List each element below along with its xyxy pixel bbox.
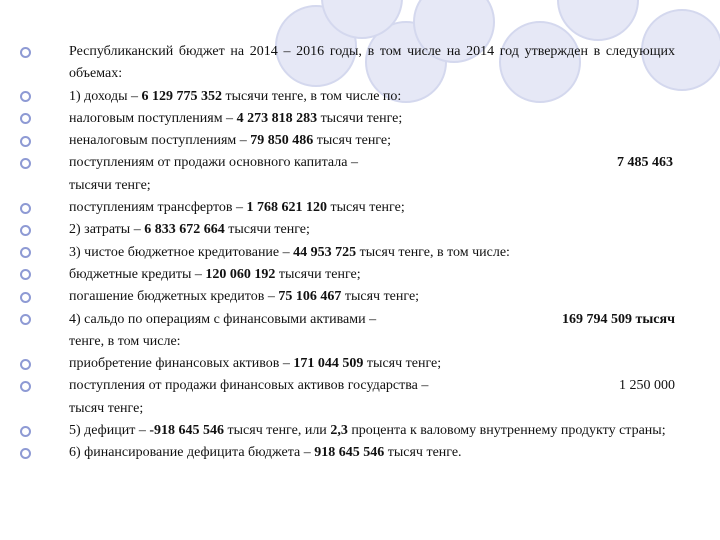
list-item [20,309,675,354]
item-value: 1 768 621 120 [246,200,327,216]
bullet-icon [20,292,31,303]
item-label: бюджетные кредиты – [69,266,206,282]
item-row [69,309,675,331]
bullet-icon [20,426,31,437]
item-row [69,152,675,174]
item-value: 171 044 509 [293,356,364,372]
list-item [20,41,675,86]
item-text: 5) дефицит – [69,423,150,439]
list-item [20,286,675,308]
item-suffix: тысячи тенге; [275,266,361,282]
list-item [20,108,675,130]
bullet-icon [20,158,31,169]
item-value: 6 833 672 664 [144,222,225,238]
item-label: 2) затраты – [69,222,145,238]
item-value: 79 850 486 [250,133,314,149]
item-text: Республиканский бюджет на 2014 – 2016 годы, в том числе на 2014 год утвержден в следующих объемах: [69,44,675,82]
item-value: 6 129 775 352 [141,88,223,104]
budget-list [20,41,675,465]
bullet-icon [20,136,31,147]
deficit-percent: 2,3 [330,423,348,439]
item-suffix: тысяч тенге, в том числе: [356,244,510,260]
item-text: процента к валовому внутреннему продукту страны; [347,423,666,439]
item-suffix: тысяч тенге; [313,133,391,149]
list-item [20,152,675,197]
item-suffix: тысяч тенге; [69,400,144,416]
deficit-value: -918 645 546 [149,423,225,439]
list-item [20,420,675,442]
item-suffix: тысяч тенге; [363,356,442,372]
deco-circle [558,0,638,40]
item-label: поступлениям трансфертов – [69,200,247,216]
list-item [20,86,675,108]
item-value: 1 250 000 [619,378,675,394]
item-value: 44 953 725 [293,244,357,260]
bullet-icon [20,225,31,236]
item-suffix: тысячи тенге; [224,222,310,238]
item-label: поступлениям от продажи основного капитала – [69,155,358,171]
item-label: погашение бюджетных кредитов – [69,289,279,305]
list-item [20,242,675,264]
list-item [20,442,675,464]
item-value: 169 794 509 тысяч [562,311,675,327]
bullet-icon [20,269,31,280]
item-suffix: тысяч тенге. [384,445,462,461]
item-suffix: тысячи тенге; [69,177,151,193]
item-row [69,375,675,397]
list-item [20,353,675,375]
item-value: 120 060 192 [205,266,276,282]
bullet-icon [20,247,31,258]
item-value: 75 106 467 [278,289,342,305]
item-label: 4) сальдо по операциям с финансовыми активами – [69,311,377,327]
list-item [20,219,675,241]
item-value: 7 485 463 [617,155,673,171]
item-suffix: тысяч тенге; [341,289,420,305]
bullet-icon [20,113,31,124]
bullet-icon [20,359,31,370]
item-value: 918 645 546 [314,445,385,461]
item-suffix: тенге, в том числе: [69,333,181,349]
bullet-icon [20,47,31,58]
item-label: поступления от продажи финансовых активов государства – [69,378,429,394]
item-suffix: тысячи тенге; [317,110,403,126]
item-label: 3) чистое бюджетное кредитование – [69,244,294,260]
list-item [20,197,675,219]
bullet-icon [20,91,31,102]
list-item [20,375,675,420]
item-suffix: тысячи тенге, в том числе по: [222,88,402,104]
item-value: 4 273 818 283 [236,110,318,126]
bullet-icon [20,381,31,392]
item-suffix: тысяч тенге; [327,200,405,216]
item-label: неналоговым поступлениям – [69,133,251,149]
item-label: налоговым поступлениям – [69,110,237,126]
item-label: 6) финансирование дефицита бюджета – [69,445,315,461]
item-label: приобретение финансовых активов – [69,356,294,372]
list-item [20,264,675,286]
list-item [20,130,675,152]
item-text: тысяч тенге, или [224,423,331,439]
item-label: 1) доходы – [69,88,142,104]
bullet-icon [20,448,31,459]
slide-body [20,41,675,465]
bullet-icon [20,203,31,214]
bullet-icon [20,314,31,325]
